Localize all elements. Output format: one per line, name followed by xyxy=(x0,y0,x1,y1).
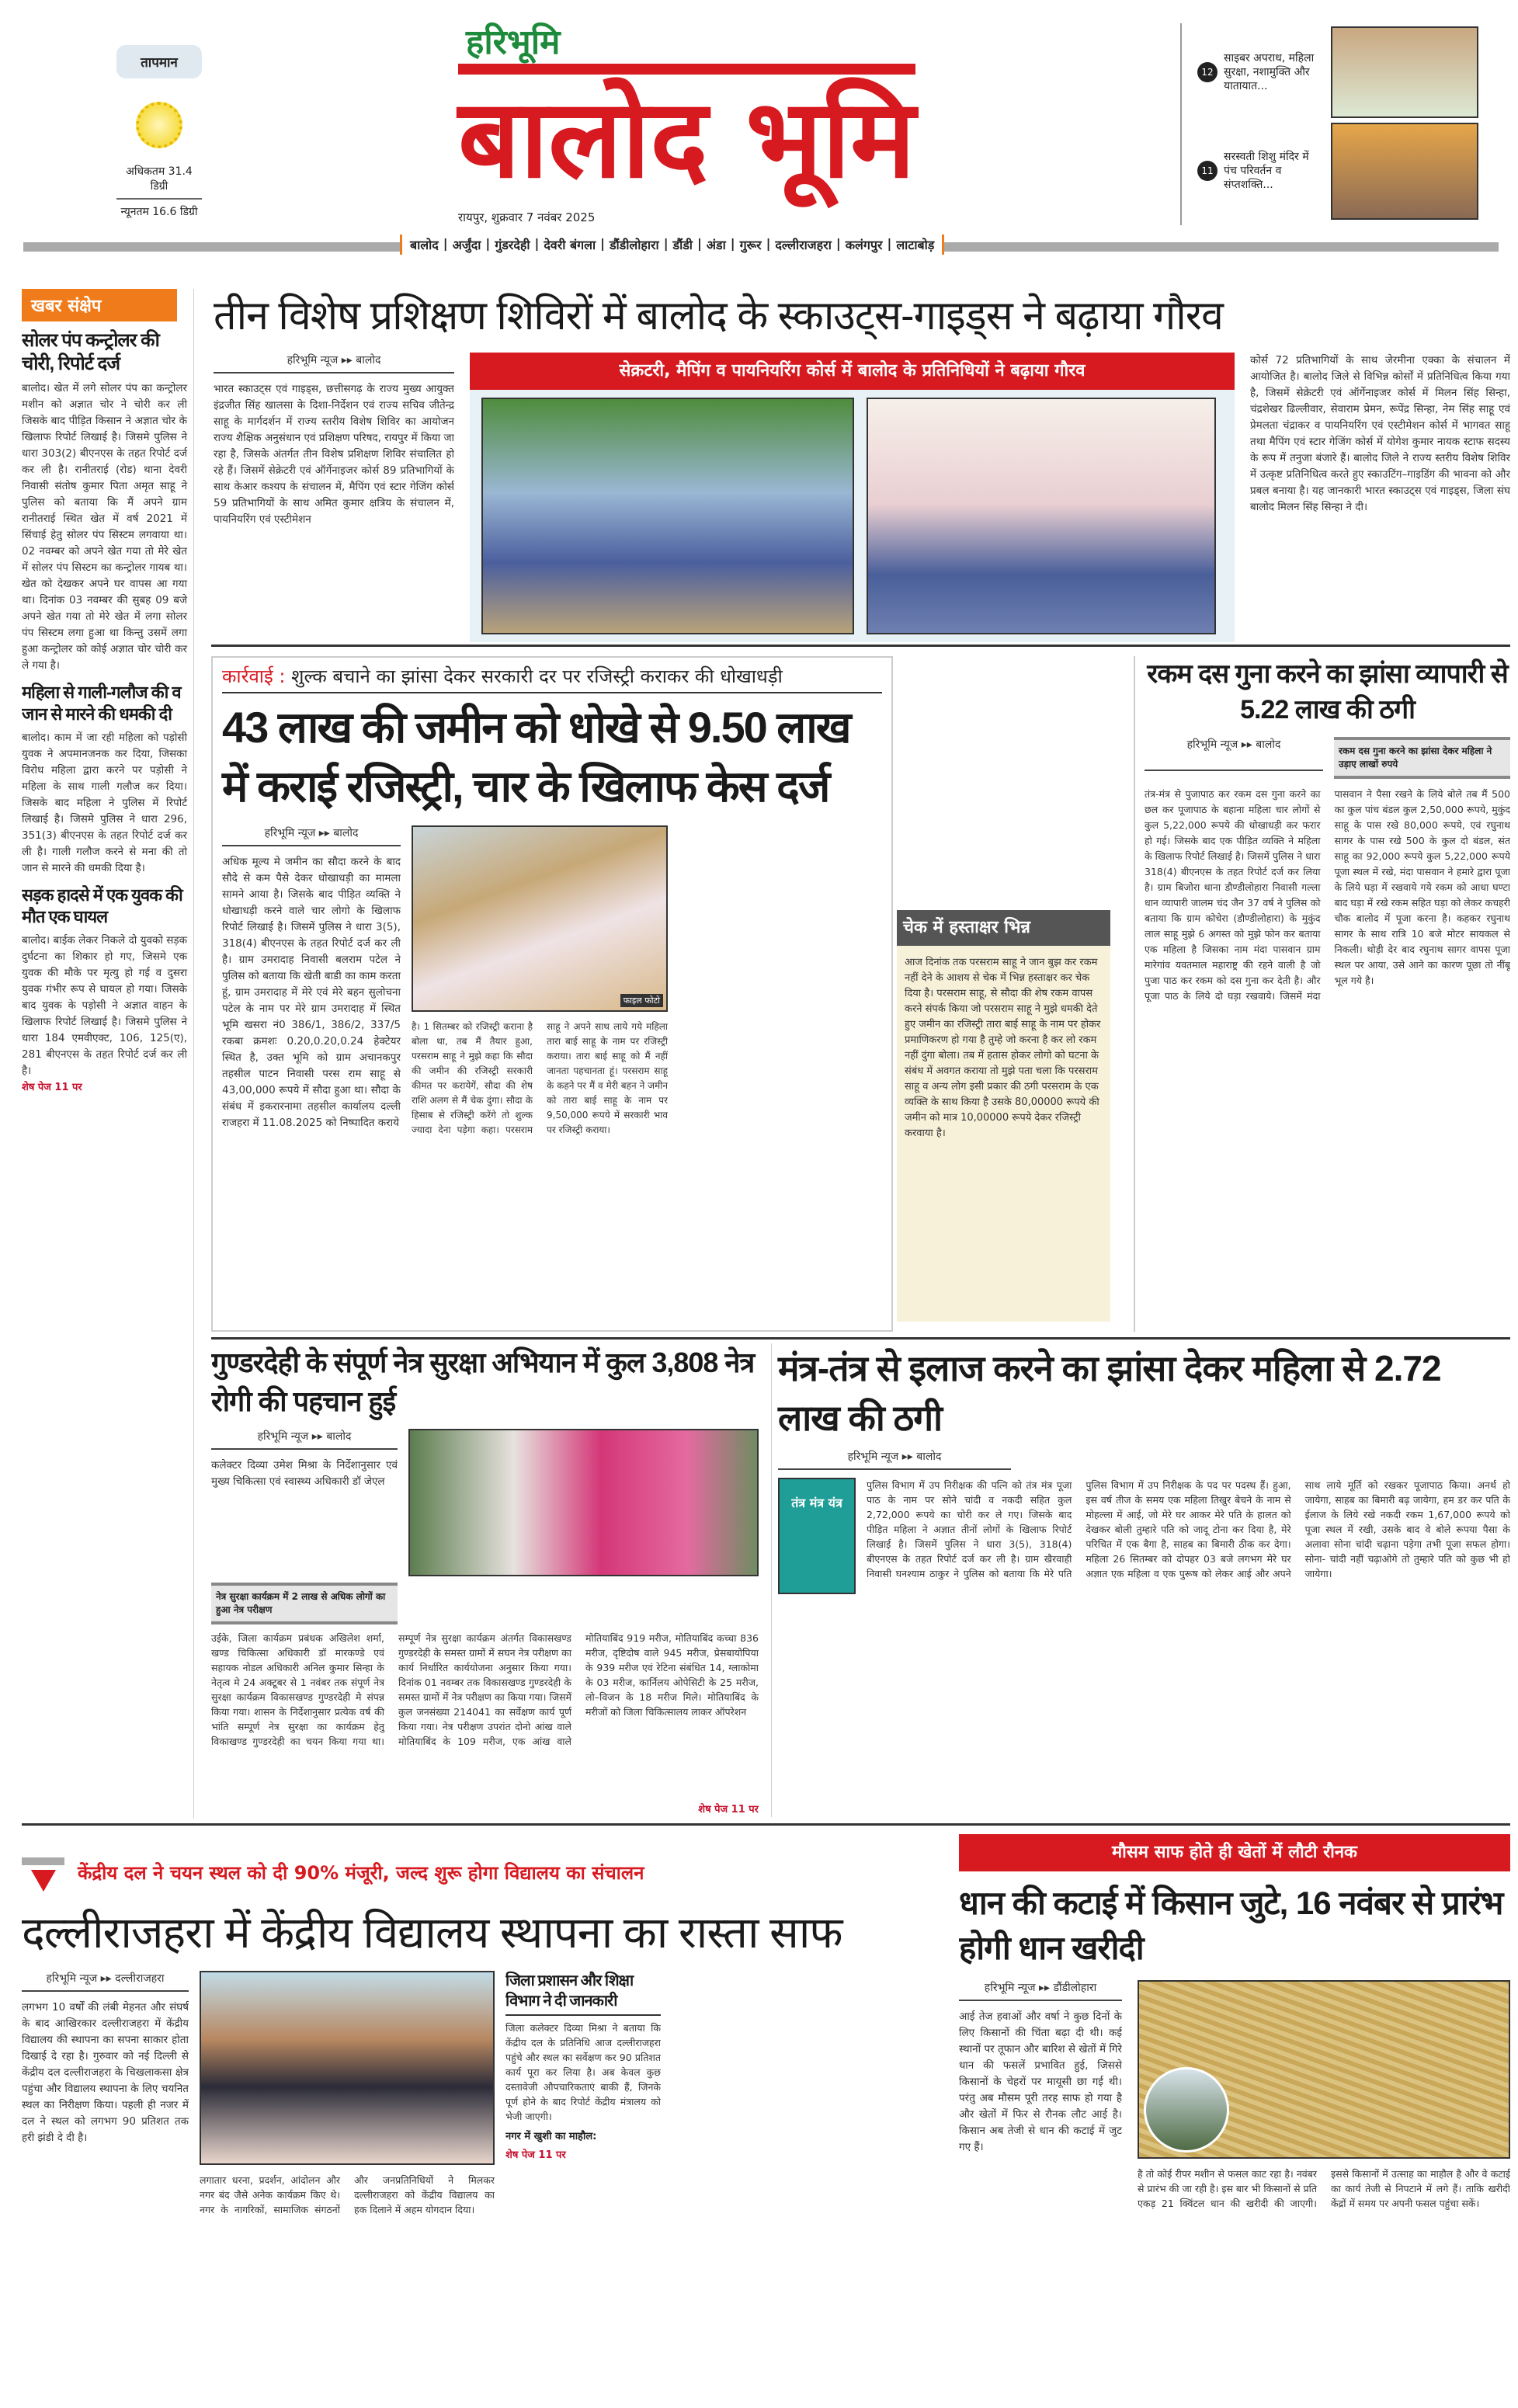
weather-label: तापमान xyxy=(116,45,202,78)
weather-box xyxy=(116,45,202,224)
nav-item[interactable]: कलंगपुर xyxy=(845,238,883,252)
harvester-inset xyxy=(1144,2067,1229,2153)
article-text: पुलिस विभाग में उप निरीक्षक की पत्नि को तंत्र मंत्र पूजा पाठ के नाम पर सोने चांदी व नकदी सहित कुल 2,72,000 रूपये का चोरी कर ले गए। जिसके बाद पीड़ित महिला ने अज्ञात तीनों लोगों के खिलाफ रिपोर्ट लिखाई है। जिसमें पुलिस ने धारा 3(5), 318(4) बीएनएस के तहत रिपोर्ट दर्ज कर ली है। ग्राम खैरवाही निवासी घनश्याम ठाकुर ने पुलिस को बताया कि मेरे पति पुलिस विभाग में उप निरीक्षक के पद पर पदस्थ हैं। हुआ, इस वर्ष तीज के समय एक महिला तिखुर बेचने के नाम से मोहल्ला में आई, जो मेरे घर आकर मेरे पति के हालत को देखकर बोली तुम्हारे पति को जादू टोना कर दिया है, मेरे परिचित में एक बैगा है, साहब का बिमारी ठीक कर देगा। महिला 26 सितम्बर को दोपहर 03 बजे लगभग मेरे घर अज्ञात एक महिला व एक पुरूष को लेकर आई और अपने साथ लाये मूर्ति को रखकर पूजापाठ किया। अनर्थ हो जायेगा, साहब का बिमारी बढ़ जायेगा, हम डर कर पति के ईलाज के लिये रखे नकदी रकम 1,67,000 रूपये को पूजा स्थल में रखी, उसके बाद वे बोले रूपया पैसा के अलावा सोना चांदी चढ़ाना पड़ेगा तभी पूजा सफल होगा। सोना- चांदी नहीं चढ़ाओगे तो तुम्हारे पति को कुछ भी हो जायेगा। xyxy=(867,1479,1510,1579)
pull-quote: रकम दस गुना करने का झांसा देकर महिला ने उड़ाए लाखों रुपये xyxy=(1334,737,1510,779)
scouts-hall-photo xyxy=(867,398,1216,634)
scouts-headline: तीन विशेष प्रशिक्षण शिविरों में बालोद के स्काउट्स-गाइड्स ने बढ़ाया गौरव xyxy=(214,294,1223,339)
article-text: अधिक मूल्य मे जमीन का सौदा करने के बाद सौदे से कम पैसे देकर धोखाधड़ी का मामला सामने आया है। जिसके बाद पीड़ित व्यक्ति ने धोखाधड़ी करने वाले चार लोगो के खिलाफ रिपोर्ट लिखाई है। जिसमें पुलिस ने धारा 3(5), 318(4) बीएनएस के तहत रिपोर्ट दर्ज कर ली है। ग्राम उमरादाह निवासी बलराम पटेल ने पुलिस को बताया कि खेती बाडी का काम करता हूं, ग्राम उमरादाह में मेरे एवं मेरे बहन सुलोचना पटेल के नाम पर मेरे ग्राम उमरादाह में स्थित भूमि खसरा नं0 386/1, 386/2, 337/5 रकबा क्रमशः 0.20,0.20,0.24 हेक्टेयर स्थित है, उक्त भूमि को ग्राम अचानकपुर तहसील पाटन निवासी परस राम साहू से 43,00,000 रूपये में सौदा हुआ था। सौदा के संबंध में इकरारनामा तहसील कार्यालय दल्ली राजहरा में 11.08.2025 को निष्पादित कराये xyxy=(222,856,401,1129)
article-text: है। 1 सितम्बर को रजिस्ट्री कराना है बोला था, तब मैं तैयार हुआ, परसराम साहू ने मुझे कहा कि सौदा की जमीन की रजिस्ट्री सरकारी कीमत पर करायेगें, सौदा की शेष राशि अलग से मैं चेक दुंगा। सौदा के हिसाब से रजिस्ट्री करेंगे तो शुल्क ज्यादा देना पड़ेगा कहा। परसराम साहू ने अपने साथ लाये गये महिला तारा बाई साहू के नाम पर रजिस्ट्री कराया। तारा बाई साहू को मैं नहीं जानता पहचानता हूं। परसराम साहू के कहने पर मैं व मेरी बहन ने जमीन को तारा बाई साहू के नाम पर 9,50,000 रूपये में सरकारी भाव पर रजिस्ट्री कराया। xyxy=(412,1021,668,1135)
byline: हरिभूमि न्यूज ▸▸ बालोद xyxy=(214,353,454,374)
tantra-fraud-story xyxy=(771,1343,1510,1817)
land-headline: 43 लाख की जमीन को धोखे से 9.50 लाख में कराई रजिस्ट्री, चार के खिलाफ केस दर्ज xyxy=(222,703,850,811)
arrow-icon xyxy=(31,1870,56,1892)
article-text: लगातार धरना, प्रदर्शन, आंदोलन और नगर बंद जैसे अनेक कार्यक्रम किए थे। नगर के नागरिकों, सामाजिक संगठनों और जनप्रतिनिधियों ने मिलकर दल्लीराजहरा को केंद्रीय विद्यालय का हक दिलाने में अहम योगदान दिया। xyxy=(200,2174,495,2215)
arrow-icon xyxy=(22,1857,64,1865)
land-col1 xyxy=(222,825,401,1324)
byline: हरिभूमि न्यूज ▸▸ दल्लीराजहरा xyxy=(22,1971,189,1992)
school-headline: दल्लीराजहरा में केंद्रीय विद्यालय स्थापना का रास्ता साफ xyxy=(22,1908,842,1957)
byline: हरिभूमि न्यूज ▸▸ बालोद xyxy=(1145,737,1323,771)
byline: हरिभूमि न्यूज ▸▸ बालोद xyxy=(222,825,401,846)
teaser[interactable] xyxy=(1182,23,1506,120)
cheque-text: आज दिनांक तक परसराम साहू ने जान बुझ कर रकम नहीं देने के आशय से चेक में भिन्न हस्ताक्षर कर चेक दिया है। परसराम साहू, से सौदा की शेष रकम वापस करने संपर्क किया जो परसराम साहू ने मुझे धमकी देते हुए जमीन का रजिस्ट्री तारा बाई साहू के नाम पर होकर प्रमाणिकरण हो गया है तुम्हे जो करना है कर लो रकम नहीं दुंगा बोला। तब में हतास होकर लोगो को घटना के संबंध में अवगत कराया तो मुझे पता चला कि परसराम साहू व अन्य लोग इसी प्रकार की ठगी परसराम के एक व्यक्ति के साथ किया है उसके 80,00000 रूपये की जमीन को मात्र 10,00000 रूपये देकर रजिस्ट्री करवाया है। xyxy=(897,946,1110,1322)
article-text: कलेक्टर दिव्या उमेश मिश्रा के निर्देशानुसार एवं मुख्य चिकित्सा एवं स्वास्थ्य अधिकारी डॉ जेएल xyxy=(211,1459,398,1488)
land-subhead xyxy=(222,664,882,693)
edition-title: बालोद भूमि xyxy=(458,64,915,205)
eye-campaign-story xyxy=(211,1343,759,1817)
nav-item[interactable]: डौंडीलोहारा xyxy=(609,238,659,252)
nav-item[interactable]: डौंडी xyxy=(672,238,693,252)
news-brief-column xyxy=(22,289,194,1819)
nav-item[interactable]: गुंडरदेही xyxy=(495,238,530,252)
scouts-banner: सेक्रटरी, मैपिंग व पायनियरिंग कोर्स में बालोद के प्रतिनिधियों ने बढ़ाया गौरव xyxy=(470,353,1235,390)
masthead-logo xyxy=(458,23,1157,207)
section-nav: बालोद | अर्जुंदा | गुंडरदेही | देवरी बंगला | डौंडीलोहारा | डौंडी | अंडा | गुरूर | दल्लीराजहरा | कलंगपुर | लाटाबोड़ xyxy=(400,235,944,255)
divider xyxy=(211,1337,1510,1340)
article-text: आई तेज हवाओं और वर्षा ने कुछ दिनों के लिए किसानों की चिंता बढ़ा दी थी। कई स्थानों पर तूफान और बारिश से खेतों में गिरे धान की फसलें प्रभावित हुई, जिससे किसानों के चेहरों पर मायूसी छा गई थी। परंतु अब मौसम पूरी तरह साफ हो गया है और खेतों में फिर से रौनक लौट आई है। किसान अब तेजी से धान की कटाई में जुट गए हैं। xyxy=(959,2010,1122,2153)
byline: हरिभूमि न्यूज ▸▸ डौंडीलोहारा xyxy=(959,1980,1122,2001)
brand-name: हरिभूमि xyxy=(466,23,561,62)
sun-icon xyxy=(136,102,182,148)
article-text-cont xyxy=(679,825,882,1324)
cheque-sidebar xyxy=(897,910,1110,1322)
paddy-field-photo xyxy=(1138,1980,1510,2159)
scouts-group-photo xyxy=(481,398,854,634)
brief-title: सड़क हादसे में एक युवक की मौत एक घायल xyxy=(22,885,182,926)
kicker: कार्रवाई : xyxy=(222,665,286,687)
side-title: जिला प्रशासन और शिक्षा विभाग ने दी जानकारी xyxy=(505,1971,661,2016)
article-text: लगभग 10 वर्षों की लंबी मेहनत और संघर्ष के बाद आखिरकार दल्लीराजहरा में केंद्रीय विद्यालय की स्थापना का सपना साकार होता दिखाई दे रहा है। गुरुवार को नई दिल्ली से केंद्रीय दल दल्लीराजहरा के चिखलाकसा क्षेत्र पहुंचा और विद्यालय स्थापना के लिए चयनित स्थल का निरीक्षण किया। पहली ही नजर में दल ने स्थल को लगभग 90 प्रतिशत तक हरी झंडी दे दी है। xyxy=(22,2001,189,2144)
teaser[interactable] xyxy=(1182,120,1506,221)
teaser-photo xyxy=(1331,123,1478,220)
paddy-story xyxy=(959,1834,1510,2393)
nav-item[interactable]: दल्लीराजहरा xyxy=(775,238,832,252)
article-text: भारत स्काउट्स एवं गाइड्स, छत्तीसगढ़ के राज्य मुख्य आयुक्त इंद्रजीत सिंह खालसा के दिशा-निर्देशन एवं राज्य सचिव जीतेन्द्र साहू के मार्गदर्शन में राज्य स्तरीय विशेष शिविर का आयोजन राज्य शैक्षिक अनुसंधान एवं प्रशिक्षण परिषद, रायपुर में किया जा रहा है, जिसके अंतर्गत तीन विशेष प्रशिक्षण शिविर संचालित हो रहे हैं। जिसमें सेक्रेटरी एवं ऑर्गेनाइजर कोर्स 89 प्रतिभागियों के साथ केआर कश्यप के संचालन में, मैपिंग एवं स्टार गेजिंग कोर्स 59 प्रतिभागियों के साथ अमित कुमार क्षत्रिय के संचालन में, पायनियरिंग एवं एस्टीमेशन xyxy=(214,383,454,526)
school-site-photo xyxy=(200,1971,495,2165)
article-text: कोर्स 72 प्रतिभागियों के साथ जेरमीना एक्का के संचालन में आयोजित है। बालोद जिले से विभिन्न कोर्सों में प्रतिनिधित्व किया गया है, जिसमें सेक्रेटरी एवं ऑर्गेनाइजर कोर्स में मिलन सिंह सिन्हा, चंद्रशेखर ढिल्लीवार, सेवाराम प्रेमन, रूपेंद्र सिन्हा, नेम सिंह साहू एवं प्रेमलता चंद्राकर व पायनियरिंग एवं एस्टीमेशन कोर्स में भागवत साहू तथा मैपिंग एवं स्टार गेजिंग कोर्स में योगेश कुमार नायक स्टाफ सदस्य के रूप में तनुजा बंजारे हैं। बालोद जिले ने राज्य स्तरीय विशेष शिविर में उत्कृष्ट प्रतिनिधित्व करते हुए स्काउटिंग–गाइडिंग की भावना को और प्रबल बनाया है। यह जानकारी भारत स्काउट्स एवं गाइड्स, जिला संघ बालोद मिलन सिंह सिन्हा ने दी। xyxy=(1250,354,1510,513)
nav-item[interactable]: लाटाबोड़ xyxy=(896,238,935,252)
teaser-text: साइबर अपराध, महिला सुरक्षा, नशामुक्ति और यातायात... xyxy=(1224,51,1315,92)
eye-camp-photo xyxy=(408,1429,759,1576)
school-kicker: केंद्रीय दल ने चयन स्थल को दी 90% मंजूरी, जल्द शुरू होगा विद्यालय का संचालन xyxy=(78,1862,644,1884)
book-title: तंत्र मंत्र यंत्र xyxy=(791,1496,842,1510)
nav-item[interactable]: अर्जुंदा xyxy=(452,238,481,252)
land-fraud-story xyxy=(211,656,893,1332)
nav-item[interactable]: गुरूर xyxy=(739,238,762,252)
page-badge: 11 xyxy=(1197,161,1218,181)
continued-link[interactable]: शेष पेज 11 पर xyxy=(698,1804,759,1816)
brief-text: बालोद। बाईक लेकर निकले दो युवको सड़क दुर्घटना का शिकार हो गए, जिसमे एक युवक की मौके पर मृत्यु हो गई व दुसरा युवक गंभीर रूप से घायल हो गया। जिसके बाद युवक के पड़ोसी ने अज्ञात वाहन के खिलाफ रिपोर्ट लिखाई है। जिसमे पुलिस ने धारा 184 एमवीएक्ट, 106, 125(ए), 281 बीएनएस के तहत रिपोर्ट दर्ज कर ली है। xyxy=(22,934,187,1077)
article-text: तंत्र-मंत्र से पुजापाठ कर रकम दस गुना करने का छल कर पूजापाठ के बहाना महिला चार लोगों से कुल 5,22,000 रूपये की धोखाधड़ी कर फरार हो गई। जिसके बाद एक पीड़ित व्यक्ति ने महिला के खिलाफ रिपोर्ट लिखाई है। जिसमें पुलिस ने धारा 318(4) बीएनएस के तहत रिपोर्ट दर्ज कर लिया है। ग्राम बिजोरा थाना डौण्डीलोहारा निवासी गल्ला धान व्यापारी जालम चंद जैन 37 वर्ष ने पुलिस को बताया कि ग्राम कोचेरा (डौण्डीलोहारा) के मुकुंद लाल साहू मुझे 6 अगस्त को मुझे फोन कर बताया एक महिला है जिसका नाम मंदा पासवान ग्राम मारेगांव यवतमाल महाराष्ट्र की रहने वाली है जो पुजा पाठ कर रकम को दस गुना कर देती है। और पूजा पाठ के लिये दो घड़ा रखवाये। जिसमें मंदा पासवान ने पैसा रखने के लिये बोले तब मैं 500 का कुल पांच बंडल कुल 2,50,000 रूपये, मुकुंद साहू के पास रखे 80,000 रूपये, एवं रघुनाथ सागर के पास रखे 500 के कुल दो बंडल, संत साहू का 92,000 रूपये कुल 5,22,000 रूपये पूजा स्थल में रखे, मंदा पासवान ने हमारे द्वारा पूजा के लिये घड़ा में रखवाये गये रकम को आधा घण्टा बाद घड़ा में रखे रकम सहित घड़ा को लेकर कचहरी चौक बालोद में पूजा करना है। कहकर रघुनाथ सागर के साथ रात्रि 10 बजे मोटर सायकल से निकली। थोड़ी देर बाद रघुनाथ सागर वापस पूजा स्थल पर आया, उसे आने का कारण पूछा तो नींबू भूल गये है। xyxy=(1145,788,1510,1002)
nav-item[interactable]: बालोद xyxy=(410,238,439,252)
school-story xyxy=(22,1834,950,2393)
cash-fraud-headline: रकम दस गुना करने का झांसा व्यापारी से 5.22 लाख की ठगी xyxy=(1147,659,1508,724)
eye-headline: गुण्डरदेही के संपूर्ण नेत्र सुरक्षा अभियान में कुल 3,808 नेत्र रोगी की पहचान हुई xyxy=(211,1346,755,1417)
dateline: रायपुर, शुक्रवार 7 नवंबर 2025 xyxy=(458,210,596,224)
photo-caption: फाइल फोटो xyxy=(620,994,663,1007)
min-temp: न्यूनतम 16.6 डिग्री xyxy=(120,206,198,218)
byline: हरिभूमि न्यूज ▸▸ बालोद xyxy=(778,1449,1011,1470)
divider xyxy=(211,645,1510,647)
paddy-headline: धान की कटाई में किसान जुटे, 16 नवंबर से प्रारंभ होगी धान खरीदी xyxy=(959,1885,1503,1966)
brief-title: महिला से गाली-गलौज की व जान से मारने की धमकी दी xyxy=(22,683,181,724)
tantra-headline: मंत्र-तंत्र से इलाज करने का झांसा देकर महिला से 2.72 लाख की ठगी xyxy=(778,1348,1441,1438)
continued-link[interactable]: शेष पेज 11 पर xyxy=(505,2149,566,2161)
max-temp: अधिकतम 31.4 डिग्री xyxy=(116,164,202,200)
scouts-photo-panel xyxy=(470,353,1235,642)
nav-item[interactable]: अंडा xyxy=(706,238,726,252)
brief-label: खबर संक्षेप xyxy=(22,289,177,321)
divider xyxy=(22,1823,1510,1826)
brief-title: सोलर पंप कन्ट्रोलर की चोरी, रिपोर्ट दर्ज xyxy=(22,330,159,374)
brief-text: बालोद। खेत में लगे सोलर पंप का कन्ट्रोलर मशीन को अज्ञात चोर ने चोरी कर ली जिसके बाद पीड़ित किसान ने अज्ञात चोर के खिलाफ रिपोर्ट लिखाई है। जिसमे पुलिस ने धारा 303(2) बीएनएस के तहत रिपोर्ट दर्ज कर ली है। रानीतराई (रोड) थाना देवरी निवासी संतोष कुमार पिता अमृत साहू ने पुलिस को बताया कि मैं अपने ग्राम रानीतराई स्थित खेत में वर्ष 2021 में सिंचाई हेतु सोलर पंप सिस्टम लगवाया था। 02 नवम्बर को अपने खेत गया तो मेरे खेत में सोलर पंप सिस्टम का कन्ट्रोलर गायब था। खेत को देखकर अपने घर वापस आ गया था। दिनांक 03 नवम्बर की सुबह 09 बजे अपने खेत गया तो मेरे खेत में लगा सोलर पंप सिस्टम लगा हुआ था किन्तु उसमें लगा हुआ कन्ट्रोलर को कोई अज्ञात चोर चोरी कर ले गया है। xyxy=(22,382,187,672)
continued-link[interactable]: शेष पेज 11 पर xyxy=(22,1082,82,1093)
cheque-title: चेक में हस्ताक्षर भिन्न xyxy=(897,910,1110,946)
tantra-book-photo xyxy=(778,1478,856,1594)
paddy-kicker: मौसम साफ होते ही खेतों में लौटी रौनक xyxy=(959,1834,1510,1871)
page-badge: 12 xyxy=(1197,62,1218,82)
brief-text: बालोद। काम में जा रही महिला को पड़ोसी युवक ने अपमानजनक कर दिया, जिसका विरोध महिला द्वारा करने पर पड़ोसी ने महिला के साथ गाली गलौज कर दिया। जिसके बाद महिला ने पुलिस में रिपोर्ट लिखाई है। जिसमे पुलिस ने धारा 296, 351(3) बीएनएस के तहत रिपोर्ट दर्ज कर ली है। गाली गलौज करने से मना की तो जान से मारने की धमकी दिया है। xyxy=(22,731,187,874)
article-text: है तो कोई रीपर मशीन से फसल काट रहा है। नवंबर से प्रारंभ की जा रही है। इस बार भी किसानों से प्रति एकड़ 21 क्विंटल धान की खरीदी की जाएगी। इससे किसानों में उत्साह का माहौल है और वे कटाई का कार्य तेजी से निपटाने में लगे हैं। ताकि खरीदी केंद्रों में समय पर अपनी फसल पहुंचा सकें। xyxy=(1138,2168,1510,2209)
teaser-text: सरस्वती शिशु मंदिर में पंच परिवर्तन व संप्तशक्ति... xyxy=(1224,151,1309,191)
teaser-photo xyxy=(1331,26,1478,118)
byline: हरिभूमि न्यूज ▸▸ बालोद xyxy=(211,1429,398,1450)
eye-pull-quote: नेत्र सुरक्षा कार्यक्रम में 2 लाख से अधिक लोगों का हुआ नेत्र परीक्षण xyxy=(211,1583,398,1624)
side-text: जिला कलेक्टर दिव्या मिश्रा ने बताया कि केंद्रीय दल के प्रतिनिधि आज दल्लीराजहरा पहुंचे और स्थल का सर्वेक्षण कर 90 प्रतिशत कार्य पूरा कर लिया है। अब केवल कुछ दस्तावेजी औपचारिकताएं बाकी हैं, जिनके पूर्ण होने के बाद रिपोर्ट केंद्रीय मंत्रालय को भेजी जाएगी। xyxy=(505,2022,661,2122)
land-document-photo xyxy=(412,825,668,1012)
cash-fraud-story xyxy=(1134,656,1510,1332)
side-subhead: नगर में खुशी का माहौल: xyxy=(505,2131,597,2142)
teasers xyxy=(1180,23,1506,225)
nav-item[interactable]: देवरी बंगला xyxy=(544,238,596,252)
article-text: उईके, जिला कार्यक्रम प्रबंधक अखिलेश शर्मा, खण्ड चिकित्सा अधिकारी डॉ मारकण्डे एवं सहायक नोडल अधिकारी अनिल कुमार सिन्हा के नेतृत्व मे 24 अक्टूबर से 1 नवंबर तक संपूर्ण नेत्र सुरक्षा कार्यक्रम विकासखण्ड गुण्डरदेही मे संपन्न किया गया। शासन के निर्देशानुसार प्रत्येक वर्ष की भांति सम्पूर्ण नेत्र सुरक्षा का कार्यक्रम हेतु विकाखण्ड गुण्डरदेही का चयन किया गया था। सम्पूर्ण नेत्र सुरक्षा कार्यक्रम अंतर्गत विकासखण्ड गुण्डरदेही के समस्त ग्रामों में सघन नेत्र परीक्षण का कार्य निर्धारित कार्ययोजना अनुसार किया गया। दिनांक 01 नवम्बर तक विकासखण्ड गुण्डरदेही के समस्त ग्रामों में नेत्र परीक्षण का किया गया। जिसमें कुल जनसंख्या 214041 का सर्वेक्षण कार्य पूर्ण किया गया। नेत्र परीक्षण उपरांत दोनो आंख वाले मोतियाबिंद के 109 मरीज, एक आंख वाले मोतियाबिंद 919 मरीज, मोतियाबिंद कच्चा 836 मरीज, दृष्टिदोष वाले 945 मरीज, प्रेसबायोपिया के 939 मरीज एवं रेटिना संबंधित 14, ग्लाकोमा के 03 मरीज, कार्निलय ओपेसिटी के 25 मरीज, लो–विजन के 18 मरीज मिले। मोतियाबिंद के मरीजों को जिला चिकित्सालय लाकर ऑपरेशन xyxy=(211,1632,759,1747)
subhead-text: शुल्क बचाने का झांसा देकर सरकारी दर पर रजिस्ट्री कराकर की धोखाधड़ी xyxy=(291,665,783,687)
scouts-story xyxy=(214,289,1510,642)
scouts-col1 xyxy=(214,353,454,642)
